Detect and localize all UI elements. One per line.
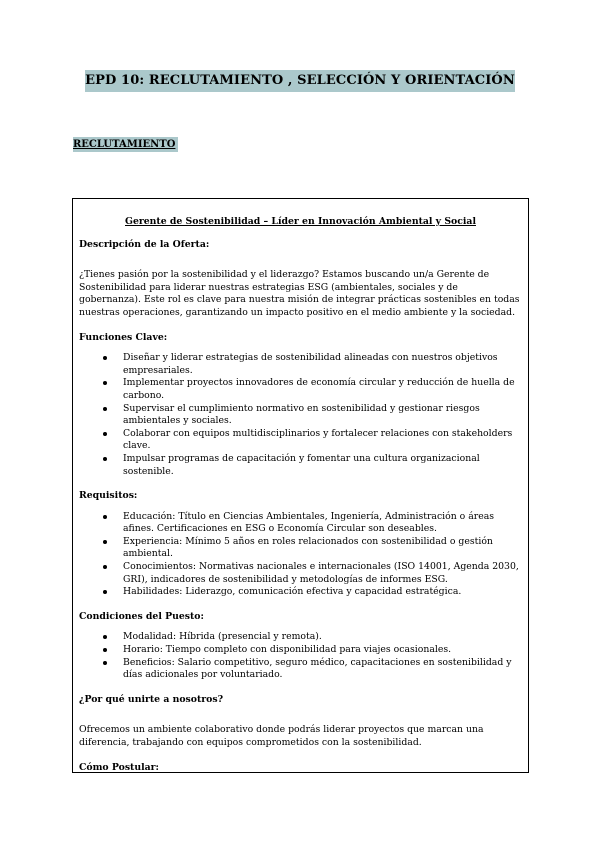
requirements-heading: Requisitos: [79, 490, 138, 502]
section-heading-recruitment: RECLUTAMIENTO [73, 137, 178, 152]
list-item: Diseñar y liderar estrategias de sostenibilidad alineadas con nuestros objetivos empresariales. [123, 352, 522, 377]
list-item: Colaborar con equipos multidisciplinarios y fortalecer relaciones con stakeholders clave. [123, 428, 522, 453]
list-item: Impulsar programas de capacitación y fomentar una cultura organizacional sostenible. [123, 453, 522, 478]
document-title: EPD 10: RECLUTAMIENTO , SELECCIÓN Y ORIENTACIÓN [85, 70, 515, 92]
list-item: Habilidades: Liderazgo, comunicación efectiva y capacidad estratégica. [123, 586, 522, 599]
list-item: Implementar proyectos innovadores de economía circular y reducción de huella de carbono. [123, 377, 522, 402]
list-item: Beneficios: Salario competitivo, seguro médico, capacitaciones en sostenibilidad y días adicionales por voluntariado. [123, 657, 522, 682]
description-heading: Descripción de la Oferta: [79, 238, 210, 250]
why-join-heading: ¿Por qué unirte a nosotros? [79, 693, 224, 705]
why-join-text: Ofrecemos un ambiente colaborativo donde podrás liderar proyectos que marcan una diferencia, trabajando con equipos comprometidos con la sostenibilidad. [79, 724, 484, 748]
list-item: Horario: Tiempo completo con disponibilidad para viajes ocasionales. [123, 644, 522, 657]
how-to-apply-heading: Cómo Postular: [79, 761, 159, 773]
list-item: Supervisar el cumplimiento normativo en sostenibilidad y gestionar riesgos ambientales y sociales. [123, 403, 522, 428]
description-text: ¿Tienes pasión por la sostenibilidad y el liderazgo? Estamos buscando un/a Gerente de Sostenibilidad para liderar nuestras estrategias ESG (ambientales, sociales y de gobernanza). Este rol es clave para nuestra misión de integrar prácticas sostenibles en todas nuestras operaciones, garantizando un impacto positivo en el medio ambiente y la sociedad. [79, 269, 520, 318]
list-item: Conocimientos: Normativas nacionales e internacionales (ISO 14001, Agenda 2030, GRI), indicadores de sostenibilidad y metodologías de informes ESG. [123, 561, 522, 586]
conditions-heading: Condiciones del Puesto: [79, 610, 204, 622]
job-offer-box [72, 198, 529, 773]
list-item: Modalidad: Híbrida (presencial y remota). [123, 631, 522, 644]
functions-list [79, 352, 522, 478]
requirements-list [79, 511, 522, 599]
list-item: Educación: Título en Ciencias Ambientales, Ingeniería, Administración o áreas afines. Certificaciones en ESG o Economía Circular son deseables. [123, 511, 522, 536]
list-item: Experiencia: Mínimo 5 años en roles relacionados con sostenibilidad o gestión ambiental. [123, 536, 522, 561]
conditions-list [79, 631, 522, 681]
job-offer-title: Gerente de Sostenibilidad – Líder en Innovación Ambiental y Social [125, 216, 476, 227]
functions-heading: Funciones Clave: [79, 331, 168, 343]
